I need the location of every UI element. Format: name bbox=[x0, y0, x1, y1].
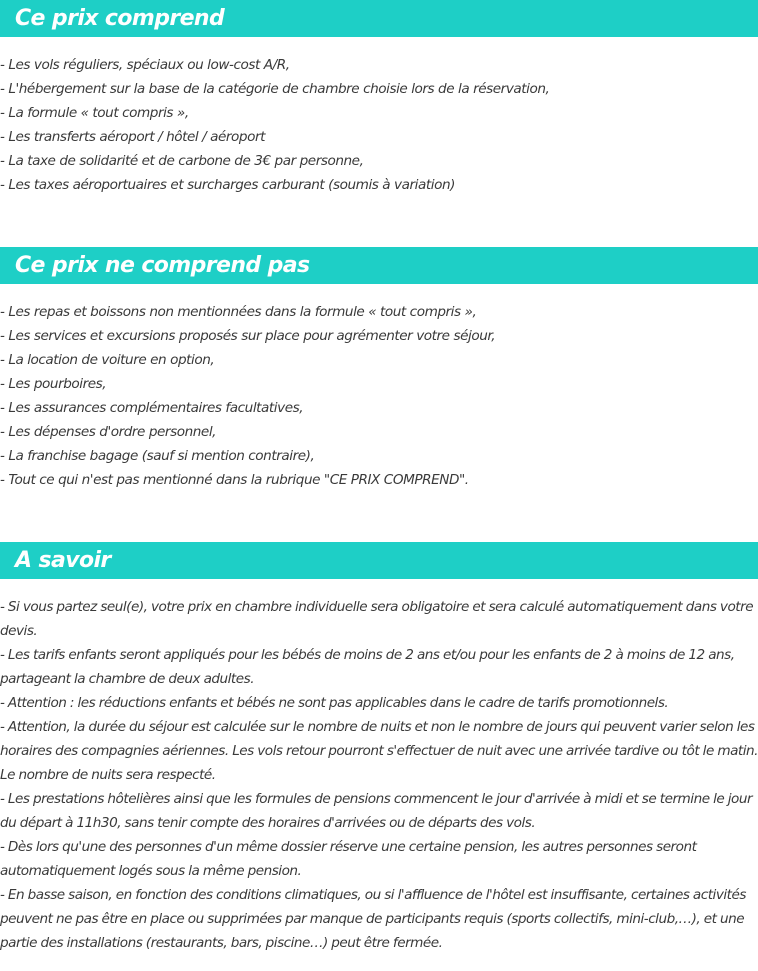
list-item: - Les pourboires, bbox=[0, 376, 107, 392]
list-item: - Tout ce qui n'est pas mentionné dans la rubrique "CE PRIX COMPREND". bbox=[0, 472, 469, 488]
section-title: A savoir bbox=[15, 548, 111, 573]
list-item: - Attention, la durée du séjour est calculée sur le nombre de nuits et non le nombre de jours qui peuvent varier selon les horaires des compagnies aériennes. Les vols retour pourront s'effectuer de nuit avec une arrivée tardive ou tôt le matin. Le nombre de nuits sera respecté. bbox=[0, 719, 758, 783]
list-item: - Les transferts aéroport / hôtel / aéroport bbox=[0, 129, 265, 145]
list-item: - Les repas et boissons non mentionnées dans la formule « tout compris », bbox=[0, 304, 477, 320]
list-item: - Les dépenses d'ordre personnel, bbox=[0, 424, 217, 440]
list-item: - Les assurances complémentaires facultatives, bbox=[0, 400, 304, 416]
list-item: - La taxe de solidarité et de carbone de 3€ par personne, bbox=[0, 153, 364, 169]
list-item: - La location de voiture en option, bbox=[0, 352, 215, 368]
section-header-a-savoir bbox=[0, 542, 758, 579]
list-item: - La franchise bagage (sauf si mention contraire), bbox=[0, 448, 315, 464]
section-title: Ce prix ne comprend pas bbox=[15, 253, 310, 278]
section-title: Ce prix comprend bbox=[15, 6, 225, 31]
list-item: - Attention : les réductions enfants et bébés ne sont pas applicables dans le cadre de tarifs promotionnels. bbox=[0, 695, 669, 711]
list-item: - La formule « tout compris », bbox=[0, 105, 189, 121]
list-item: - Dès lors qu'une des personnes d'un même dossier réserve une certaine pension, les autres personnes seront automatiquement logés sous la même pension. bbox=[0, 839, 697, 879]
list-item: - Si vous partez seul(e), votre prix en chambre individuelle sera obligatoire et sera calculé automatiquement dans votre devis. bbox=[0, 599, 754, 639]
included-list bbox=[0, 53, 758, 197]
list-item: - L'hébergement sur la base de la catégorie de chambre choisie lors de la réservation, bbox=[0, 81, 550, 97]
list-item: - Les tarifs enfants seront appliqués pour les bébés de moins de 2 ans et/ou pour les enfants de 2 à moins de 12 ans, partageant la chambre de deux adultes. bbox=[0, 647, 735, 687]
info-list bbox=[0, 595, 758, 955]
section-header-ce-prix-ne-comprend-pas bbox=[0, 247, 758, 284]
list-item: - Les vols réguliers, spéciaux ou low-cost A/R, bbox=[0, 57, 290, 73]
excluded-list bbox=[0, 300, 758, 492]
list-item: - Les prestations hôtelières ainsi que les formules de pensions commencent le jour d'arrivée à midi et se termine le jour du départ à 11h30, sans tenir compte des horaires d'arrivées ou de départs des vols. bbox=[0, 791, 753, 831]
section-header-ce-prix-comprend bbox=[0, 0, 758, 37]
list-item: - Les services et excursions proposés sur place pour agrémenter votre séjour, bbox=[0, 328, 496, 344]
list-item: - En basse saison, en fonction des conditions climatiques, ou si l'affluence de l'hôtel est insuffisante, certaines activités peuvent ne pas être en place ou supprimées par manque de participants requis (sports collectifs, mini-club,…), et une partie des installations (restaurants, bars, piscine…) peut être fermée. bbox=[0, 887, 746, 951]
list-item: - Les taxes aéroportuaires et surcharges carburant (soumis à variation) bbox=[0, 177, 455, 193]
